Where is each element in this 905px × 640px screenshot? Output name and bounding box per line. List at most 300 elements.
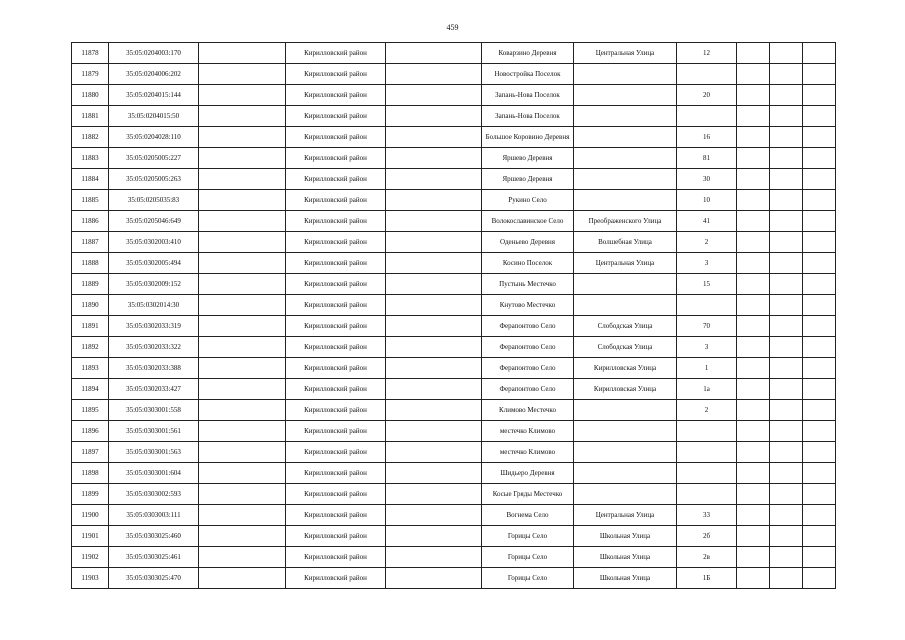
row-number-cell: 11901	[72, 526, 109, 547]
empty-cell	[199, 358, 286, 379]
table-row	[72, 211, 836, 232]
street-cell: Школьная Улица	[574, 547, 677, 568]
empty-cell	[737, 421, 770, 442]
street-cell	[574, 421, 677, 442]
house-number-cell: 33	[677, 505, 737, 526]
empty-cell	[803, 64, 836, 85]
empty-cell	[386, 442, 482, 463]
district-cell: Кирилловский район	[286, 253, 386, 274]
empty-cell	[737, 400, 770, 421]
empty-cell	[199, 253, 286, 274]
cadastral-number-cell: 35:05:0302033:427	[109, 379, 199, 400]
cadastral-number-cell: 35:05:0204003:170	[109, 43, 199, 64]
district-cell: Кирилловский район	[286, 484, 386, 505]
street-cell: Преображенского Улица	[574, 211, 677, 232]
empty-cell	[737, 85, 770, 106]
empty-cell	[199, 568, 286, 589]
empty-cell	[737, 64, 770, 85]
locality-cell: Волокославинское Село	[482, 211, 574, 232]
district-cell: Кирилловский район	[286, 547, 386, 568]
empty-cell	[737, 169, 770, 190]
empty-cell	[803, 442, 836, 463]
empty-cell	[803, 421, 836, 442]
cadastral-number-cell: 35:05:0303025:460	[109, 526, 199, 547]
table-row	[72, 169, 836, 190]
empty-cell	[737, 484, 770, 505]
row-number-cell: 11890	[72, 295, 109, 316]
row-number-cell: 11900	[72, 505, 109, 526]
table-row	[72, 253, 836, 274]
district-cell: Кирилловский район	[286, 211, 386, 232]
row-number-cell: 11893	[72, 358, 109, 379]
district-cell: Кирилловский район	[286, 274, 386, 295]
empty-cell	[803, 484, 836, 505]
empty-cell	[199, 421, 286, 442]
district-cell: Кирилловский район	[286, 106, 386, 127]
house-number-cell: 3	[677, 337, 737, 358]
street-cell	[574, 106, 677, 127]
empty-cell	[199, 484, 286, 505]
empty-cell	[770, 484, 803, 505]
cadastral-number-cell: 35:05:0302003:410	[109, 232, 199, 253]
empty-cell	[770, 463, 803, 484]
table-row	[72, 568, 836, 589]
table-row	[72, 232, 836, 253]
row-number-cell: 11902	[72, 547, 109, 568]
empty-cell	[803, 316, 836, 337]
empty-cell	[737, 379, 770, 400]
house-number-cell	[677, 106, 737, 127]
table-row	[72, 295, 836, 316]
locality-cell: Ферапонтово Село	[482, 358, 574, 379]
empty-cell	[770, 568, 803, 589]
district-cell: Кирилловский район	[286, 64, 386, 85]
locality-cell: Климово Местечко	[482, 400, 574, 421]
empty-cell	[770, 505, 803, 526]
locality-cell: Запань-Нова Поселок	[482, 85, 574, 106]
empty-cell	[803, 295, 836, 316]
cadastral-number-cell: 35:05:0303003:111	[109, 505, 199, 526]
empty-cell	[386, 148, 482, 169]
locality-cell: Пустынь Местечко	[482, 274, 574, 295]
empty-cell	[199, 127, 286, 148]
row-number-cell: 11883	[72, 148, 109, 169]
district-cell: Кирилловский район	[286, 463, 386, 484]
empty-cell	[199, 505, 286, 526]
house-number-cell	[677, 421, 737, 442]
empty-cell	[770, 253, 803, 274]
empty-cell	[737, 190, 770, 211]
street-cell: Центральная Улица	[574, 505, 677, 526]
cadastral-number-cell: 35:05:0205035:83	[109, 190, 199, 211]
cadastral-number-cell: 35:05:0303001:558	[109, 400, 199, 421]
empty-cell	[199, 316, 286, 337]
locality-cell: Кнутово Местечко	[482, 295, 574, 316]
empty-cell	[770, 64, 803, 85]
house-number-cell: 16	[677, 127, 737, 148]
cadastral-number-cell: 35:05:0204015:144	[109, 85, 199, 106]
registry-table-body	[72, 43, 836, 589]
page-number: 459	[446, 23, 459, 32]
empty-cell	[199, 106, 286, 127]
cadastral-number-cell: 35:05:0302033:319	[109, 316, 199, 337]
empty-cell	[803, 232, 836, 253]
empty-cell	[770, 43, 803, 64]
row-number-cell: 11891	[72, 316, 109, 337]
street-cell	[574, 64, 677, 85]
district-cell: Кирилловский район	[286, 295, 386, 316]
row-number-cell: 11892	[72, 337, 109, 358]
empty-cell	[803, 274, 836, 295]
locality-cell: Вогнема Село	[482, 505, 574, 526]
locality-cell: Косые Гряды Местечко	[482, 484, 574, 505]
cadastral-number-cell: 35:05:0303025:470	[109, 568, 199, 589]
street-cell: Кирилловская Улица	[574, 379, 677, 400]
empty-cell	[199, 190, 286, 211]
locality-cell: Ферапонтово Село	[482, 316, 574, 337]
empty-cell	[770, 358, 803, 379]
cadastral-number-cell: 35:05:0303001:563	[109, 442, 199, 463]
empty-cell	[770, 442, 803, 463]
row-number-cell: 11899	[72, 484, 109, 505]
table-row	[72, 148, 836, 169]
house-number-cell: 1	[677, 358, 737, 379]
empty-cell	[386, 127, 482, 148]
district-cell: Кирилловский район	[286, 232, 386, 253]
row-number-cell: 11878	[72, 43, 109, 64]
locality-cell: Запань-Нова Поселок	[482, 106, 574, 127]
row-number-cell: 11884	[72, 169, 109, 190]
district-cell: Кирилловский район	[286, 316, 386, 337]
street-cell: Слободская Улица	[574, 337, 677, 358]
cadastral-number-cell: 35:05:0302005:494	[109, 253, 199, 274]
street-cell: Волшебная Улица	[574, 232, 677, 253]
empty-cell	[386, 337, 482, 358]
empty-cell	[770, 295, 803, 316]
empty-cell	[803, 463, 836, 484]
district-cell: Кирилловский район	[286, 526, 386, 547]
row-number-cell: 11894	[72, 379, 109, 400]
empty-cell	[199, 211, 286, 232]
table-row	[72, 337, 836, 358]
empty-cell	[803, 547, 836, 568]
empty-cell	[386, 547, 482, 568]
empty-cell	[803, 505, 836, 526]
cadastral-number-cell: 35:05:0204006:202	[109, 64, 199, 85]
empty-cell	[770, 169, 803, 190]
locality-cell: Косино Поселок	[482, 253, 574, 274]
empty-cell	[199, 379, 286, 400]
empty-cell	[386, 64, 482, 85]
cadastral-number-cell: 35:05:0303002:593	[109, 484, 199, 505]
empty-cell	[803, 148, 836, 169]
table-row	[72, 64, 836, 85]
empty-cell	[386, 85, 482, 106]
locality-cell: Коварзино Деревня	[482, 43, 574, 64]
empty-cell	[737, 274, 770, 295]
row-number-cell: 11879	[72, 64, 109, 85]
district-cell: Кирилловский район	[286, 400, 386, 421]
empty-cell	[737, 526, 770, 547]
locality-cell: Рукино Село	[482, 190, 574, 211]
table-row	[72, 274, 836, 295]
district-cell: Кирилловский район	[286, 442, 386, 463]
house-number-cell	[677, 64, 737, 85]
empty-cell	[737, 43, 770, 64]
row-number-cell: 11897	[72, 442, 109, 463]
empty-cell	[803, 253, 836, 274]
locality-cell: Большое Коровино Деревня	[482, 127, 574, 148]
empty-cell	[803, 379, 836, 400]
house-number-cell: 2в	[677, 547, 737, 568]
row-number-cell: 11880	[72, 85, 109, 106]
empty-cell	[803, 190, 836, 211]
house-number-cell	[677, 484, 737, 505]
street-cell	[574, 274, 677, 295]
cadastral-number-cell: 35:05:0302014:30	[109, 295, 199, 316]
cadastral-number-cell: 35:05:0302009:152	[109, 274, 199, 295]
empty-cell	[386, 505, 482, 526]
table-row	[72, 106, 836, 127]
empty-cell	[386, 211, 482, 232]
empty-cell	[199, 169, 286, 190]
street-cell	[574, 484, 677, 505]
table-row	[72, 442, 836, 463]
row-number-cell: 11881	[72, 106, 109, 127]
empty-cell	[386, 379, 482, 400]
district-cell: Кирилловский район	[286, 169, 386, 190]
empty-cell	[803, 169, 836, 190]
house-number-cell: 81	[677, 148, 737, 169]
locality-cell: Горицы Село	[482, 568, 574, 589]
empty-cell	[199, 43, 286, 64]
empty-cell	[737, 127, 770, 148]
empty-cell	[737, 463, 770, 484]
row-number-cell: 11896	[72, 421, 109, 442]
table-row	[72, 463, 836, 484]
empty-cell	[770, 379, 803, 400]
cadastral-number-cell: 35:05:0302033:388	[109, 358, 199, 379]
empty-cell	[803, 211, 836, 232]
empty-cell	[803, 127, 836, 148]
street-cell: Школьная Улица	[574, 526, 677, 547]
cadastral-number-cell: 35:05:0204015:50	[109, 106, 199, 127]
empty-cell	[803, 43, 836, 64]
empty-cell	[737, 232, 770, 253]
empty-cell	[199, 232, 286, 253]
empty-cell	[386, 526, 482, 547]
cadastral-number-cell: 35:05:0303001:604	[109, 463, 199, 484]
street-cell	[574, 190, 677, 211]
table-row	[72, 190, 836, 211]
house-number-cell: 12	[677, 43, 737, 64]
row-number-cell: 11886	[72, 211, 109, 232]
house-number-cell: 1Б	[677, 568, 737, 589]
street-cell: Центральная Улица	[574, 253, 677, 274]
house-number-cell: 10	[677, 190, 737, 211]
house-number-cell: 20	[677, 85, 737, 106]
row-number-cell: 11888	[72, 253, 109, 274]
empty-cell	[770, 127, 803, 148]
empty-cell	[199, 295, 286, 316]
house-number-cell: 2	[677, 232, 737, 253]
house-number-cell: 3	[677, 253, 737, 274]
locality-cell: Новостройка Поселок	[482, 64, 574, 85]
empty-cell	[803, 400, 836, 421]
table-row	[72, 379, 836, 400]
row-number-cell: 11887	[72, 232, 109, 253]
district-cell: Кирилловский район	[286, 379, 386, 400]
district-cell: Кирилловский район	[286, 505, 386, 526]
locality-cell: местечко Климово	[482, 421, 574, 442]
empty-cell	[386, 421, 482, 442]
empty-cell	[770, 526, 803, 547]
street-cell	[574, 169, 677, 190]
street-cell	[574, 85, 677, 106]
empty-cell	[803, 568, 836, 589]
row-number-cell: 11889	[72, 274, 109, 295]
empty-cell	[737, 358, 770, 379]
empty-cell	[737, 106, 770, 127]
empty-cell	[199, 463, 286, 484]
empty-cell	[199, 526, 286, 547]
street-cell: Школьная Улица	[574, 568, 677, 589]
empty-cell	[803, 358, 836, 379]
empty-cell	[386, 274, 482, 295]
empty-cell	[770, 106, 803, 127]
district-cell: Кирилловский район	[286, 43, 386, 64]
row-number-cell: 11903	[72, 568, 109, 589]
locality-cell: Горицы Село	[482, 547, 574, 568]
empty-cell	[737, 211, 770, 232]
street-cell	[574, 148, 677, 169]
table-row	[72, 400, 836, 421]
district-cell: Кирилловский район	[286, 421, 386, 442]
empty-cell	[386, 400, 482, 421]
cadastral-number-cell: 35:05:0205005:263	[109, 169, 199, 190]
empty-cell	[770, 316, 803, 337]
house-number-cell: 70	[677, 316, 737, 337]
empty-cell	[386, 463, 482, 484]
empty-cell	[199, 274, 286, 295]
table-row	[72, 421, 836, 442]
empty-cell	[737, 295, 770, 316]
table-row	[72, 526, 836, 547]
street-cell: Слободская Улица	[574, 316, 677, 337]
empty-cell	[199, 64, 286, 85]
street-cell	[574, 442, 677, 463]
empty-cell	[199, 400, 286, 421]
empty-cell	[386, 169, 482, 190]
district-cell: Кирилловский район	[286, 85, 386, 106]
house-number-cell: 1а	[677, 379, 737, 400]
cadastral-number-cell: 35:05:0302033:322	[109, 337, 199, 358]
empty-cell	[386, 43, 482, 64]
empty-cell	[770, 85, 803, 106]
empty-cell	[386, 106, 482, 127]
empty-cell	[386, 295, 482, 316]
empty-cell	[737, 568, 770, 589]
empty-cell	[803, 85, 836, 106]
table-row	[72, 505, 836, 526]
house-number-cell	[677, 442, 737, 463]
empty-cell	[770, 274, 803, 295]
house-number-cell: 41	[677, 211, 737, 232]
empty-cell	[386, 358, 482, 379]
empty-cell	[770, 547, 803, 568]
row-number-cell: 11898	[72, 463, 109, 484]
street-cell: Кирилловская Улица	[574, 358, 677, 379]
empty-cell	[737, 148, 770, 169]
house-number-cell	[677, 463, 737, 484]
street-cell	[574, 295, 677, 316]
locality-cell: Оденьево Деревня	[482, 232, 574, 253]
empty-cell	[386, 316, 482, 337]
cadastral-number-cell: 35:05:0303025:461	[109, 547, 199, 568]
table-row	[72, 484, 836, 505]
table-row	[72, 547, 836, 568]
district-cell: Кирилловский район	[286, 190, 386, 211]
empty-cell	[770, 211, 803, 232]
empty-cell	[737, 442, 770, 463]
empty-cell	[803, 526, 836, 547]
row-number-cell: 11882	[72, 127, 109, 148]
empty-cell	[386, 568, 482, 589]
locality-cell: Шидьеро Деревня	[482, 463, 574, 484]
table-row	[72, 316, 836, 337]
empty-cell	[386, 484, 482, 505]
house-number-cell: 2	[677, 400, 737, 421]
table-row	[72, 43, 836, 64]
locality-cell: Яршево Деревня	[482, 148, 574, 169]
table-row	[72, 127, 836, 148]
empty-cell	[199, 148, 286, 169]
empty-cell	[199, 337, 286, 358]
district-cell: Кирилловский район	[286, 358, 386, 379]
empty-cell	[737, 337, 770, 358]
registry-table	[71, 42, 836, 589]
district-cell: Кирилловский район	[286, 337, 386, 358]
row-number-cell: 11885	[72, 190, 109, 211]
empty-cell	[199, 442, 286, 463]
cadastral-number-cell: 35:05:0205046:649	[109, 211, 199, 232]
cadastral-number-cell: 35:05:0204028:110	[109, 127, 199, 148]
district-cell: Кирилловский район	[286, 148, 386, 169]
house-number-cell: 2б	[677, 526, 737, 547]
empty-cell	[386, 190, 482, 211]
table-row	[72, 85, 836, 106]
house-number-cell: 15	[677, 274, 737, 295]
house-number-cell	[677, 295, 737, 316]
empty-cell	[770, 337, 803, 358]
empty-cell	[803, 337, 836, 358]
district-cell: Кирилловский район	[286, 127, 386, 148]
empty-cell	[386, 232, 482, 253]
house-number-cell: 30	[677, 169, 737, 190]
table-row	[72, 358, 836, 379]
cadastral-number-cell: 35:05:0205005:227	[109, 148, 199, 169]
empty-cell	[199, 85, 286, 106]
locality-cell: Ферапонтово Село	[482, 337, 574, 358]
empty-cell	[199, 547, 286, 568]
empty-cell	[386, 253, 482, 274]
cadastral-number-cell: 35:05:0303001:561	[109, 421, 199, 442]
empty-cell	[803, 106, 836, 127]
empty-cell	[770, 421, 803, 442]
locality-cell: Ферапонтово Село	[482, 379, 574, 400]
empty-cell	[770, 148, 803, 169]
empty-cell	[770, 190, 803, 211]
